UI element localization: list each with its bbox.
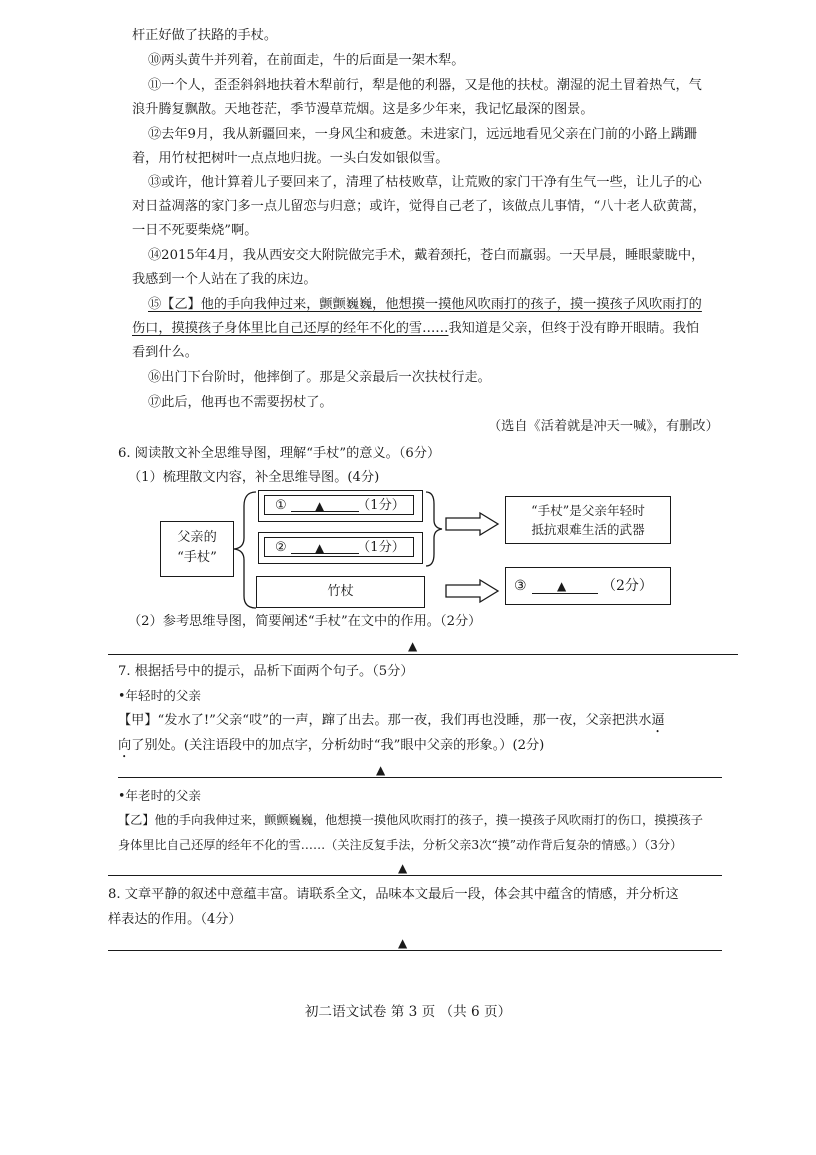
answer-line[interactable] <box>118 777 722 778</box>
paragraph-13-line-2: 对日益凋落的家门多一点儿留恋与归意；或许，觉得自己老了，该做点儿事情，“八十老人砍黄蒿， <box>132 199 706 214</box>
question-6-sub2: （2）参考思维导图，简要阐述“手杖”在文中的作用。（2分） <box>128 614 482 629</box>
paragraph-15-line-2 <box>132 320 699 338</box>
branch-2-score: （1分） <box>357 540 405 555</box>
question-7-a-title: •年轻时的父亲 <box>118 688 201 703</box>
answer-triangle-icon: ▲ <box>408 639 418 653</box>
mindmap-branch-2 <box>258 532 423 564</box>
paragraph-12-line-1: ⑫去年9月，我从新疆回来，一身风尘和疲惫。未进家门，远远地看见父亲在门前的小路上蹒跚 <box>148 127 698 142</box>
paragraph-16: ⑯出门下台阶时，他摔倒了。那是父亲最后一次扶杖行走。 <box>148 370 491 385</box>
q7-a-text: 了别处。(关注语段中的加点字，分析幼时“我”眼中父亲的形象。）(2分) <box>131 738 545 753</box>
paragraph-15-underlined: 伤口，摸摸孩子身体里比自己还厚的经年不化的雪…… <box>132 321 449 336</box>
paragraph-12-line-2: 着，用竹杖把树叶一点点地归拢。一头白发如银似雪。 <box>132 151 449 166</box>
question-6-stem: 6. 阅读散文补全思维导图，理解“手杖”的意义。（6分） <box>118 446 441 461</box>
question-6-sub1: （1）梳理散文内容，补全思维导图。(4分) <box>128 470 380 485</box>
mindmap-branch-3 <box>256 576 425 608</box>
paragraph-15-line-1: ⑮【乙】他的手向我伸过来，颤颤巍巍，他想摸一摸他风吹雨打的孩子，摸一摸孩子风吹雨打的 <box>148 297 702 312</box>
question-7-b-line1: 【乙】他的手向我伸过来，颤颤巍巍，他想摸一摸他风吹雨打的孩子，摸一摸孩子风吹雨打的伤口，摸摸孩子 <box>118 813 703 827</box>
blank-triangle-icon: ▲ <box>315 499 325 513</box>
answer-line[interactable] <box>108 875 722 876</box>
result-2-number: ③ <box>514 578 527 594</box>
answer-triangle-icon: ▲ <box>376 763 386 777</box>
answer-line[interactable] <box>108 654 738 655</box>
mindmap-root <box>160 521 234 577</box>
mindmap-root-line2: “手杖” <box>177 550 217 565</box>
answer-line[interactable] <box>108 950 722 951</box>
branch-1-score: （1分） <box>357 498 405 513</box>
paragraph-17: ⑰此后，他再也不需要拐杖了。 <box>148 395 333 410</box>
question-8-line2: 样表达的作用。（4分） <box>108 912 242 927</box>
answer-triangle-icon: ▲ <box>398 936 408 950</box>
mindmap-branch-1 <box>258 490 423 522</box>
arrow-right-icon <box>444 578 502 604</box>
branch-2-number: ② <box>275 540 287 555</box>
q7-a-dotted-char: 逼 <box>651 713 665 728</box>
arrow-right-icon <box>444 511 502 537</box>
paragraph-15-rest: 我知道是父亲，但终于没有睁开眼睛。我怕 <box>448 321 700 336</box>
paragraph-13-line-3: 一日不死要柴烧”啊。 <box>132 223 258 238</box>
source-citation: （选自《活着就是冲天一喊》，有删改） <box>488 419 719 434</box>
paragraph-11-line-1: ⑪一个人，歪歪斜斜地扶着木犁前行，犁是他的利器，又是他的扶杖。潮湿的泥土冒着热气，气 <box>148 78 702 93</box>
paragraph-14-line-1: ⑭2015年4月，我从西安交大附院做完手术，戴着颈托，苍白而羸弱。一天早晨，睡眼蒙眬中， <box>148 248 705 263</box>
paragraph-11-line-2: 浪升腾复飘散。天地苍茫，季节漫草荒烟。这是多少年来，我记忆最深的图景。 <box>132 102 594 117</box>
answer-triangle-icon: ▲ <box>398 861 408 875</box>
mindmap-result-1 <box>505 496 671 544</box>
paragraph-13-line-1: ⑬或许，他计算着儿子要回来了，清理了枯枝败草，让荒败的家门干净有生气一些，让儿子的心 <box>148 175 702 190</box>
paragraph-15-line-3: 看到什么。 <box>132 345 198 360</box>
q7-a-text: 【甲】“发水了!”父亲“哎”的一声，蹿了出去。那一夜，我们再也没睡，那一夜，父亲把洪水 <box>118 713 652 728</box>
paragraph-14-line-2: 我感到一个人站在了我的床边。 <box>132 272 317 287</box>
question-7-stem: 7. 根据括号中的提示，品析下面两个句子。（5分） <box>118 664 414 679</box>
question-8-line1: 8. 文章平静的叙述中意蕴丰富。请联系全文，品味本文最后一段，体会其中蕴含的情感，并分析这 <box>108 887 679 902</box>
mindmap-result-2 <box>505 567 671 605</box>
q7-a-dotted-char: 向 <box>118 738 132 753</box>
question-7-b-title: •年老时的父亲 <box>118 788 201 803</box>
result-1-line2: 抵抗艰难生活的武器 <box>531 522 645 537</box>
question-7-b-line2: 身体里比自己还厚的经年不化的雪……（关注反复手法，分析父亲3次“摸”动作背后复杂的情感。）（3分） <box>118 838 683 852</box>
question-7-a-line2 <box>118 737 544 761</box>
blank-triangle-icon: ▲ <box>315 541 325 555</box>
mindmap-brace-right <box>422 486 446 572</box>
paragraph-10: ⑩两头黄牛并列着，在前面走，牛的后面是一架木犁。 <box>148 53 465 68</box>
result-1-line1: “手杖”是父亲年轻时 <box>531 503 645 518</box>
page-footer: 初二语文试卷 第 3 页 （共 6 页） <box>304 1004 512 1020</box>
result-2-score: （2分） <box>602 578 653 594</box>
mindmap-root-line1: 父亲的 <box>177 530 217 545</box>
question-7-a-line1 <box>118 712 665 736</box>
branch-3-label: 竹杖 <box>327 584 354 599</box>
branch-1-number: ① <box>275 498 287 513</box>
passage-line: 杆正好做了扶路的手杖。 <box>132 28 278 43</box>
blank-triangle-icon: ▲ <box>557 579 567 593</box>
